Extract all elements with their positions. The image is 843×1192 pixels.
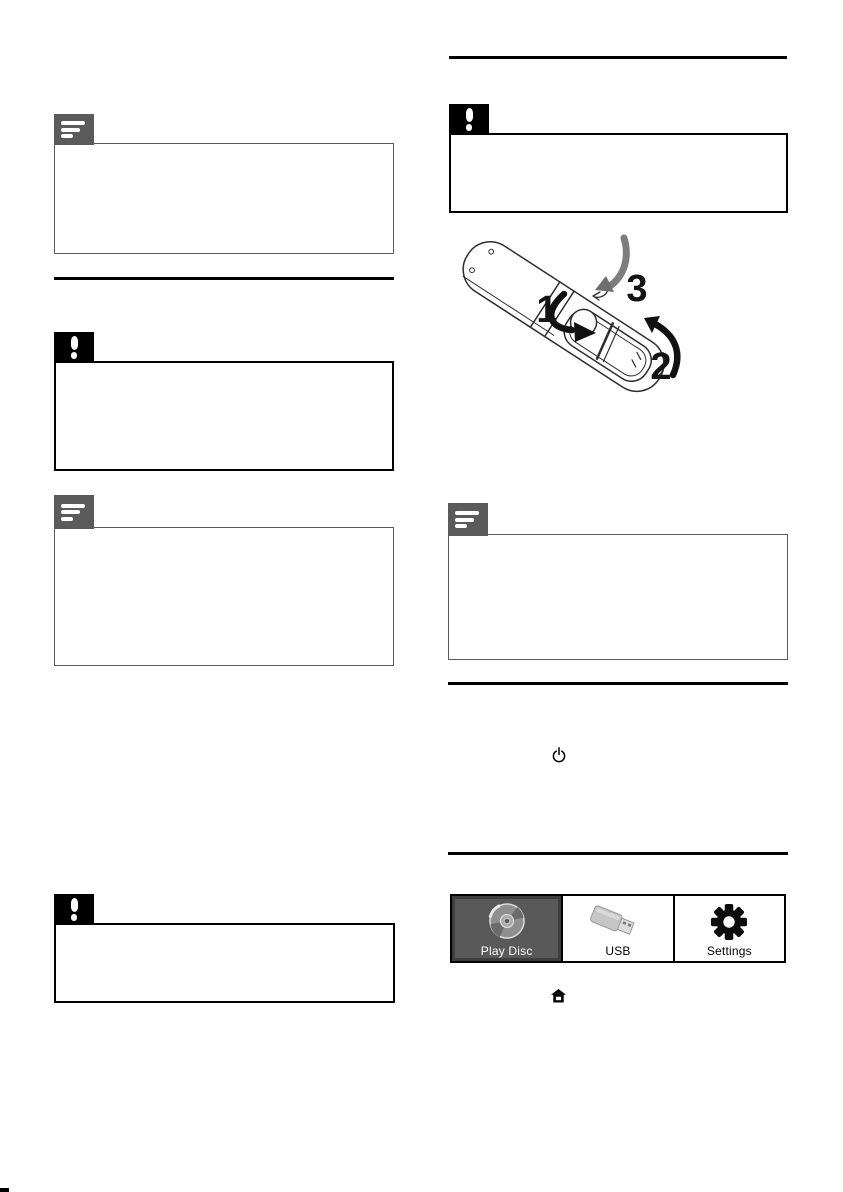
standby-power-icon (552, 747, 566, 768)
caution-callout-right (449, 104, 788, 213)
tile-label: Settings (706, 944, 752, 958)
note-icon (54, 495, 94, 529)
arrow-step-3 (610, 238, 626, 286)
remote-illustration (448, 226, 698, 416)
section-rule-left (54, 277, 394, 280)
note-icon (54, 114, 94, 145)
disc-icon (485, 899, 529, 945)
remote-battery-figure (448, 226, 698, 416)
usb-icon (589, 899, 647, 945)
page-corner-mark (0, 1188, 9, 1192)
section-rule-right-3 (448, 852, 788, 855)
step-number-1: 1 (536, 289, 558, 331)
tile-label: USB (605, 944, 631, 958)
note-body (448, 534, 788, 660)
tile-usb (561, 896, 672, 961)
caution-icon (449, 104, 489, 135)
caution-body (449, 133, 788, 213)
caution-callout-1 (54, 332, 394, 471)
tile-label: Play Disc (480, 944, 533, 958)
caution-icon (54, 332, 94, 363)
step-number-2: 2 (650, 346, 672, 388)
caution-icon (54, 894, 94, 925)
tile-settings (673, 896, 784, 961)
section-rule-right-2 (448, 682, 788, 685)
note-callout-2 (54, 495, 394, 666)
step-number-3: 3 (626, 268, 648, 310)
home-menu (450, 894, 786, 963)
gear-icon (710, 899, 748, 945)
note-body (54, 143, 394, 254)
tile-play-disc (452, 896, 561, 961)
note-icon (448, 503, 488, 536)
caution-body (54, 923, 395, 1003)
section-rule-right-1 (449, 56, 787, 59)
caution-body (54, 361, 394, 471)
note-body (54, 527, 394, 666)
note-callout-right (448, 503, 788, 660)
home-icon (551, 989, 566, 1008)
caution-callout-2 (54, 894, 395, 1003)
note-callout-1 (54, 114, 394, 254)
